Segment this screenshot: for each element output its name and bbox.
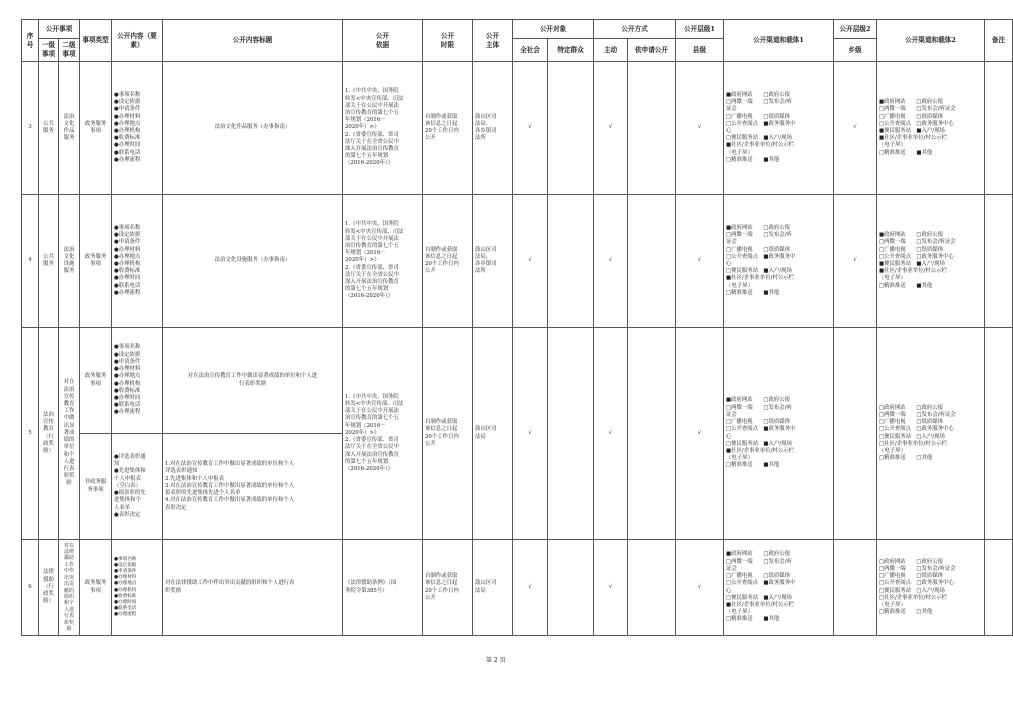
element-item: ●事项名称 bbox=[114, 91, 141, 98]
level2-cell: 法治 文化 作品 服务 bbox=[59, 62, 80, 195]
level1-cell: 公共 服务 bbox=[39, 62, 59, 195]
element-item: ●办理机构 bbox=[114, 128, 141, 134]
channel1-cell: ■政府网站 □政府公报 □两微一端 □发布会/听 证会 □广播电视 □纸质媒体 □公开查阅点 ■政务服务中 心 □便民服务站 ■入户/现场 ■社区/企事业单位/村公示栏 （电子屏） □精准推送 ■其他 bbox=[724, 62, 834, 195]
element-item: 人名单 bbox=[114, 504, 131, 511]
header-content-elements: 公开内容（要素） bbox=[112, 20, 163, 62]
title-cell: 法治文化作品服务（办事指南） bbox=[163, 62, 343, 195]
element-item: ●申请条件 bbox=[114, 106, 141, 113]
empty-cell bbox=[834, 328, 877, 540]
time-cell: 自制作或获取 该信息之日起 20个工作日内 公开 bbox=[423, 328, 473, 540]
seq-cell: 6 bbox=[22, 540, 39, 636]
element-item: ●办理流程 bbox=[114, 611, 137, 617]
element-item: ●办理材料 bbox=[114, 246, 141, 253]
header-method-request: 依申请公开 bbox=[628, 39, 676, 62]
table-row bbox=[22, 328, 1013, 434]
remarks-cell bbox=[985, 540, 1013, 636]
channel2-cell: ■政府网站 □政府公报 □两微一端 □发布会/听证会 □广播电视 □纸质媒体 □公开查阅点 □政务服务中心 ■便民服务站 ■入户/现场 ■社区/企事业单位/村公示栏 （电子屏） □精准推送 ■其他 bbox=[877, 195, 985, 328]
header-item-group: 公开事项 bbox=[39, 20, 80, 39]
element-item: ●收费标准 bbox=[114, 593, 137, 599]
document-page bbox=[21, 19, 1006, 637]
level1-cell: 公共 服务 bbox=[39, 195, 59, 328]
table-row bbox=[22, 62, 1013, 195]
elements-cell bbox=[112, 195, 163, 328]
elements-cell bbox=[112, 434, 163, 540]
subject-cell: 鼓山区司 法局 bbox=[473, 328, 513, 540]
element-item: ●申请条件 bbox=[114, 569, 137, 575]
seq-cell: 4 bbox=[22, 195, 39, 328]
channel2-cell: □政府网站 □政府公报 □两微一端 □发布会/听证会 □广播电视 □纸质媒体 □公开查阅点 □政务服务中心 □便民服务站 □入户/现场 □社区/企事业单位/村公示栏 （电子屏） □精准推送 □其他 bbox=[877, 540, 985, 636]
element-item: ●办理时间 bbox=[114, 394, 141, 401]
element-item: ●事项名称 bbox=[114, 557, 137, 563]
element-item: ●办理地点 bbox=[114, 581, 137, 587]
empty-cell bbox=[834, 540, 877, 636]
element-item: 知 bbox=[114, 461, 120, 468]
header-item-level1: 一级 事项 bbox=[39, 39, 59, 62]
element-item: ●办理材料 bbox=[114, 575, 137, 581]
element-item: ●评选表彰通 bbox=[114, 454, 146, 461]
subject-cell: 鼓山区司 法局、 各乡镇司 法所 bbox=[473, 62, 513, 195]
level1-cell: 法治 宣传 教育 （行 政奖 励） bbox=[39, 328, 59, 540]
check-mark: √ bbox=[594, 62, 628, 195]
subject-cell: 鼓山区司 法局 bbox=[473, 540, 513, 636]
element-item: ●设定依据 bbox=[114, 563, 137, 569]
element-item: ●拟表彰的先 bbox=[114, 490, 146, 497]
header-method-active: 主动 bbox=[594, 39, 628, 62]
element-item: ●办理材料 bbox=[114, 366, 141, 373]
header-basis: 公开 依据 bbox=[343, 20, 423, 62]
basis-cell: 1.《中共中央、国务院 转发<中央宣传部、司法 部关于在公民中开展法 治宣传教育的第七个五 年规划（2016－ 2020年）>》 2.《省委宣传部、省司 法厅关于在全省公民中 深入开展法治宣传教育 的第七个五年规划 （2016-2020年）》 bbox=[343, 328, 423, 540]
header-level2-township: 乡级 bbox=[834, 39, 877, 62]
empty-cell bbox=[628, 195, 676, 328]
element-item: ●收费标准 bbox=[114, 268, 141, 275]
element-item: ●联系电话 bbox=[114, 282, 141, 289]
element-item: ●事项名称 bbox=[114, 344, 141, 351]
title-cell: 法治文化设施服务（办事指南） bbox=[163, 195, 343, 328]
element-item: ●收费标准 bbox=[114, 387, 141, 394]
basis-cell: 《法律援助条例》（国 务院令第385号） bbox=[343, 540, 423, 636]
empty-cell bbox=[628, 62, 676, 195]
element-item: ●办理时间 bbox=[114, 142, 141, 149]
disclosure-table bbox=[21, 19, 1013, 636]
element-item: ●联系电话 bbox=[114, 402, 141, 409]
check-mark: √ bbox=[513, 195, 548, 328]
element-item: ●办理流程 bbox=[114, 289, 141, 296]
header-channel1: 公开渠道和载体1 bbox=[724, 20, 834, 62]
header-time-limit: 公开 时限 bbox=[423, 20, 473, 62]
element-item: ●办理流程 bbox=[114, 409, 141, 416]
header-audience: 公开对象 bbox=[513, 20, 594, 39]
header-remarks: 备注 bbox=[985, 20, 1013, 62]
header-item-level2: 二级 事项 bbox=[59, 39, 80, 62]
header-audience-specific: 特定群众 bbox=[548, 39, 594, 62]
basis-cell: 1.《中共中央、国务院 转发<中央宣传部、司法 部关于在公民中开展法 治宣传教育的第七个五 年规划（2016－ 2020年）>》 2.《省委宣传部、省司 法厅关于在全省公民中 深入开展法治宣传教育 的第七个五年规划 （2016-2020年）》 bbox=[343, 62, 423, 195]
element-item: ●办理地点 bbox=[114, 253, 141, 260]
title-cell: 1.对在法治宣传教育工作中做出显著成绩的单位和个人 评选表彰通知 2.先进集体和个人申报表 3.对在法治宣传教育工作中做出显著成绩的单位和个人 拟表彰的先进集体先进个人名单 4.对在法治宣传教育工作中做出显著成绩的单位和个人 表彰决定 bbox=[163, 434, 343, 540]
element-item: 进集体和个 bbox=[114, 497, 141, 504]
channel2-cell: ■政府网站 □政府公报 □两微一端 □发布会/听证会 □广播电视 □纸质媒体 □公开查阅点 □政务服务中心 ■便民服务站 ■入户/现场 ■社区/企事业单位/村公示栏 （电子屏） □精准推送 ■其他 bbox=[877, 62, 985, 195]
basis-cell: 1.《中共中央、国务院 转发<中央宣传部、司法 部关于在公民中开展法 治宣传教育的第七个五 年规划（2016－ 2020年）>》 2.《省委宣传部、省司 法厅关于在全省公民中 深入开展法治宣传教育 的第七个五年规划 （2016-2020年）》 bbox=[343, 195, 423, 328]
check-mark: √ bbox=[676, 62, 724, 195]
empty-cell bbox=[548, 195, 594, 328]
seq-cell: 5 bbox=[22, 328, 39, 540]
remarks-cell bbox=[985, 195, 1013, 328]
subject-cell: 鼓山区司 法局、 各乡镇司 法所 bbox=[473, 195, 513, 328]
element-item: ●办理地点 bbox=[114, 373, 141, 380]
empty-cell bbox=[548, 62, 594, 195]
channel2-cell: □政府网站 □政府公报 □两微一端 □发布会/听证会 □广播电视 □纸质媒体 □公开查阅点 □政务服务中心 □便民服务站 □入户/现场 □社区/企事业单位/村公示栏 （电子屏） □精准推送 □其他 bbox=[877, 328, 985, 540]
check-mark: √ bbox=[513, 328, 548, 540]
header-content-title: 公开内容标题 bbox=[163, 20, 343, 62]
type-cell: 政务服务 事项 bbox=[80, 62, 112, 195]
header-seq: 序号 bbox=[22, 20, 39, 62]
page-number: 第 2 页 bbox=[486, 657, 506, 664]
element-item: ●办理时间 bbox=[114, 275, 141, 282]
time-cell: 自制作或获取 该信息之日起 20个工作日内 公开 bbox=[423, 62, 473, 195]
element-item: ●办理机构 bbox=[114, 261, 141, 267]
seq-cell: 3 bbox=[22, 62, 39, 195]
check-mark: √ bbox=[834, 62, 877, 195]
check-mark: √ bbox=[594, 195, 628, 328]
type-cell: 政务服务 事项 bbox=[80, 540, 112, 636]
channel1-cell: ■政府网站 □政府公报 □两微一端 □发布会/听 证会 □广播电视 □纸质媒体 □公开查阅点 ■政务服务中 心 □便民服务站 ■入户/现场 ■社区/企事业单位/村公示栏 （电子屏） □精准推送 ■其他 bbox=[724, 540, 834, 636]
level2-cell: 对在 法律 援助 工作 中作 出突 出贡 献的 组织 和个 人进 行表 彰奖 励 bbox=[59, 540, 80, 636]
element-item: 个人申报表 bbox=[114, 475, 141, 482]
time-cell: 自制作或获取 该信息之日起 20个工作日内 公开 bbox=[423, 540, 473, 636]
element-item: ●设定依据 bbox=[114, 232, 141, 239]
check-mark: √ bbox=[594, 540, 628, 636]
element-item: ●设定依据 bbox=[114, 351, 141, 358]
channel1-cell: ■政府网站 □政府公报 □两微一端 □发布会/听 证会 □广播电视 □纸质媒体 □公开查阅点 ■政务服务中 心 □便民服务站 ■入户/现场 ■社区/企事业单位/村公示栏 （电子屏） □精准推送 ■其他 bbox=[724, 195, 834, 328]
header-channel2: 公开渠道和载体2 bbox=[877, 20, 985, 62]
elements-cell bbox=[112, 540, 163, 636]
element-item: ●办理材料 bbox=[114, 113, 141, 120]
time-cell: 自制作或获取 该信息之日起 20个工作日内 公开 bbox=[423, 195, 473, 328]
table-row bbox=[22, 195, 1013, 328]
elements-cell bbox=[112, 62, 163, 195]
empty-cell bbox=[628, 328, 676, 540]
header-level2: 公开层级2 bbox=[834, 20, 877, 39]
check-mark: √ bbox=[513, 62, 548, 195]
empty-cell bbox=[548, 328, 594, 540]
remarks-cell bbox=[985, 62, 1013, 195]
header-method: 公开方式 bbox=[594, 20, 676, 39]
type-cell: 政务服务 事项 bbox=[80, 328, 112, 434]
empty-cell bbox=[548, 540, 594, 636]
element-item: ●办理流程 bbox=[114, 156, 141, 163]
check-mark: √ bbox=[834, 195, 877, 328]
channel1-cell: ■政府网站 □政府公报 □两微一端 □发布会/听 证会 □广播电视 □纸质媒体 □公开查阅点 ■政务服务中 心 □便民服务站 ■入户/现场 ■社区/企事业单位/村公示栏 （电子屏） □精准推送 ■其他 bbox=[724, 328, 834, 540]
type-cell: 政务服务 事项 bbox=[80, 195, 112, 328]
element-item: ●申请条件 bbox=[114, 239, 141, 246]
empty-cell bbox=[628, 540, 676, 636]
title-cell: 对在法治宣传教育工作中做出显著成绩的单位和个人进 行表彰奖励 bbox=[163, 328, 343, 434]
element-item: ●联系电话 bbox=[114, 605, 137, 611]
header-subject: 公开 主体 bbox=[473, 20, 513, 62]
element-item: ●表彰决定 bbox=[114, 511, 141, 518]
header-audience-all: 全社会 bbox=[513, 39, 548, 62]
check-mark: √ bbox=[676, 540, 724, 636]
elements-cell bbox=[112, 328, 163, 434]
element-item: ●先进集体和 bbox=[114, 468, 146, 475]
element-item: ●收费标准 bbox=[114, 135, 141, 142]
element-item: ●设定依据 bbox=[114, 99, 141, 106]
element-item: ●办理机构 bbox=[114, 587, 137, 593]
element-item: ●办理时间 bbox=[114, 599, 137, 605]
title-cell: 对在法律援助工作中作出突出贡献的组织和个人进行表 彰奖励 bbox=[163, 540, 343, 636]
level2-cell: 对在 法治 宣传 教育 工作 中做 出显 著成 绩的 单位 和个 人进 行表 彰奖 励 bbox=[59, 328, 80, 540]
header-item-type: 事项类型 bbox=[80, 20, 112, 62]
check-mark: √ bbox=[676, 195, 724, 328]
table-row bbox=[22, 540, 1013, 636]
level1-cell: 法律 援助 （行 政奖 励） bbox=[39, 540, 59, 636]
element-item: ●申请条件 bbox=[114, 358, 141, 365]
remarks-cell bbox=[985, 328, 1013, 540]
element-item: （空白表） bbox=[114, 482, 141, 489]
level2-cell: 法治 文化 设施 服务 bbox=[59, 195, 80, 328]
element-item: ●办理地点 bbox=[114, 120, 141, 127]
type-cell: 非政务服 务事项 bbox=[80, 434, 112, 540]
element-item: ●事项名称 bbox=[114, 224, 141, 231]
element-item: ●联系电话 bbox=[114, 149, 141, 156]
check-mark: √ bbox=[676, 328, 724, 540]
check-mark: √ bbox=[594, 328, 628, 540]
check-mark: √ bbox=[513, 540, 548, 636]
header-level1: 公开层级1 bbox=[676, 20, 724, 39]
header-level1-county: 县级 bbox=[676, 39, 724, 62]
element-item: ●办理机构 bbox=[114, 380, 141, 387]
